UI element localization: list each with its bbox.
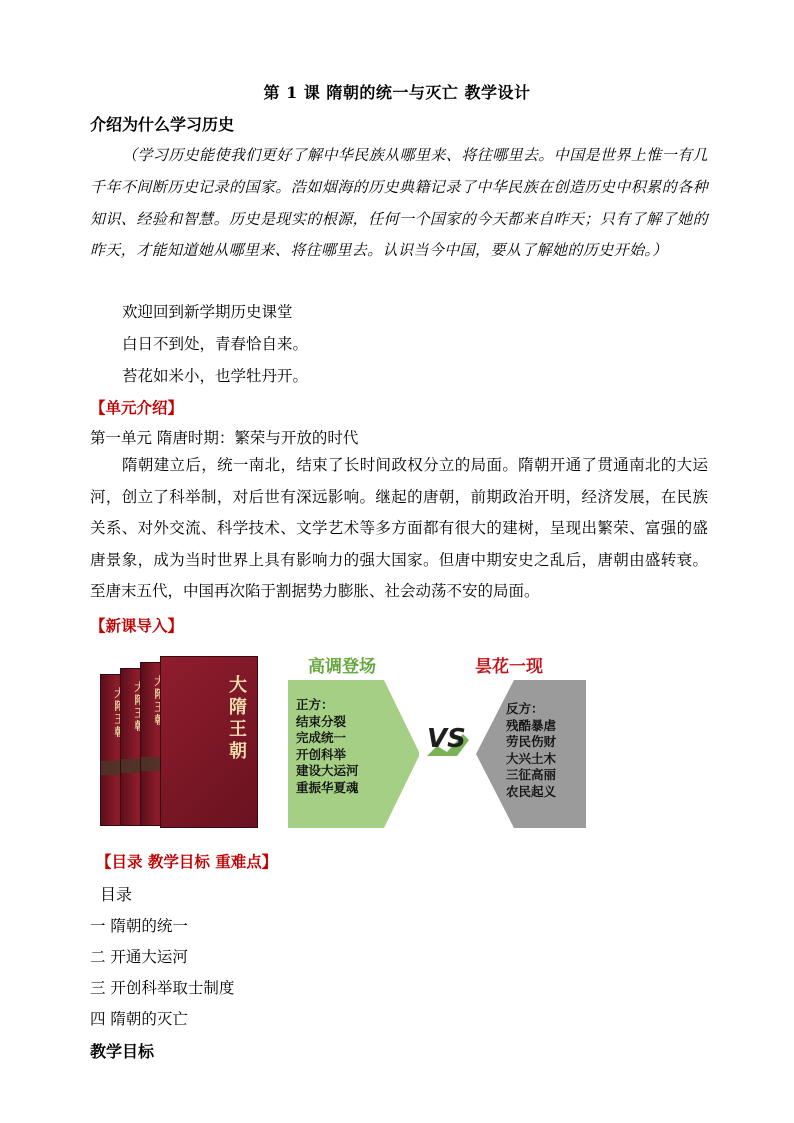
pro-item: 正方： bbox=[296, 697, 334, 712]
con-item: 残酷暴虐 bbox=[506, 717, 557, 733]
poem-line-1: 白日不到处，青春恰自来。 bbox=[122, 335, 309, 353]
toc-label: 目录 bbox=[100, 885, 133, 904]
teaching-goals-label: 教学目标 bbox=[90, 1042, 155, 1061]
vs-text: VS bbox=[427, 724, 466, 754]
con-item: 反方： bbox=[506, 701, 544, 716]
book-cover-title: 大隋王朝 bbox=[226, 675, 247, 763]
pro-item: 重振华夏魂 bbox=[296, 779, 359, 795]
pro-item: 结束分裂 bbox=[296, 713, 347, 729]
unit-intro-paragraph: 隋朝建立后，统一南北，结束了长时间政权分立的局面。隋朝开通了贯通南北的大运河，创立了科举制，对后世有深远影响。继起的唐朝，前期政治开明，经济发展，在民族关系、对外交流、科学技术、文学艺术等多方面都有很大的建树，呈现出繁荣、富强的盛唐景象，成为当时世界上具有影响力的强大国家。但唐中期安史之乱后，唐朝由盛转衰。至唐末五代，中国再次陷于割据势力膨胀、社会动荡不安的局面。 bbox=[90, 456, 708, 600]
welcome-line: 欢迎回到新学期历史课堂 bbox=[122, 303, 293, 321]
pro-item: 开创科举 bbox=[296, 746, 347, 762]
toc-item: 一 隋朝的统一 bbox=[90, 917, 188, 935]
con-item: 农民起义 bbox=[506, 783, 557, 799]
toc-item: 三 开创科举取士制度 bbox=[90, 979, 235, 997]
toc-item: 二 开通大运河 bbox=[90, 948, 188, 966]
con-panel-title: 昙花一现 bbox=[475, 657, 543, 677]
document-title: 第 1 课 隋朝的统一与灭亡 教学设计 bbox=[263, 83, 531, 102]
vs-badge bbox=[419, 712, 475, 768]
pro-item: 完成统一 bbox=[296, 730, 347, 745]
con-item: 大兴土木 bbox=[506, 750, 557, 766]
con-item: 劳民伤财 bbox=[506, 734, 557, 749]
unit-intro-heading: 【单元介绍】 bbox=[90, 398, 184, 417]
unit-title: 第一单元 隋唐时期：繁荣与开放的时代 bbox=[90, 429, 359, 447]
toc-item: 四 隋朝的灭亡 bbox=[90, 1010, 188, 1028]
con-item: 三征高丽 bbox=[506, 767, 557, 782]
pro-list bbox=[296, 697, 359, 796]
why-study-paragraph: （学习历史能使我们更好了解中华民族从哪里来、将往哪里去。中国是世界上惟一有几千年不间断历史记录的国家。浩如烟海的历史典籍记录了中华民族在创造历史中积累的各种知识、经验和智慧。历史是现实的根源，任何一个国家的今天都来自昨天；只有了解了她的昨天，才能知道她从哪里来、将往哪里去。认识当今中国，要从了解她的历史开始。） bbox=[90, 146, 708, 260]
book-front-cover bbox=[160, 656, 258, 828]
pro-item: 建设大运河 bbox=[296, 763, 359, 778]
toc-goals-heading: 【目录 教学目标 重难点】 bbox=[96, 852, 278, 871]
lesson-intro-figure bbox=[96, 650, 588, 832]
con-list bbox=[506, 701, 556, 800]
poem-line-2: 苔花如米小，也学牡丹开。 bbox=[122, 367, 309, 385]
section-heading-why-study: 介绍为什么学习历史 bbox=[90, 115, 235, 134]
new-lesson-heading: 【新课导入】 bbox=[90, 616, 184, 635]
pro-panel-title: 高调登场 bbox=[308, 657, 376, 677]
